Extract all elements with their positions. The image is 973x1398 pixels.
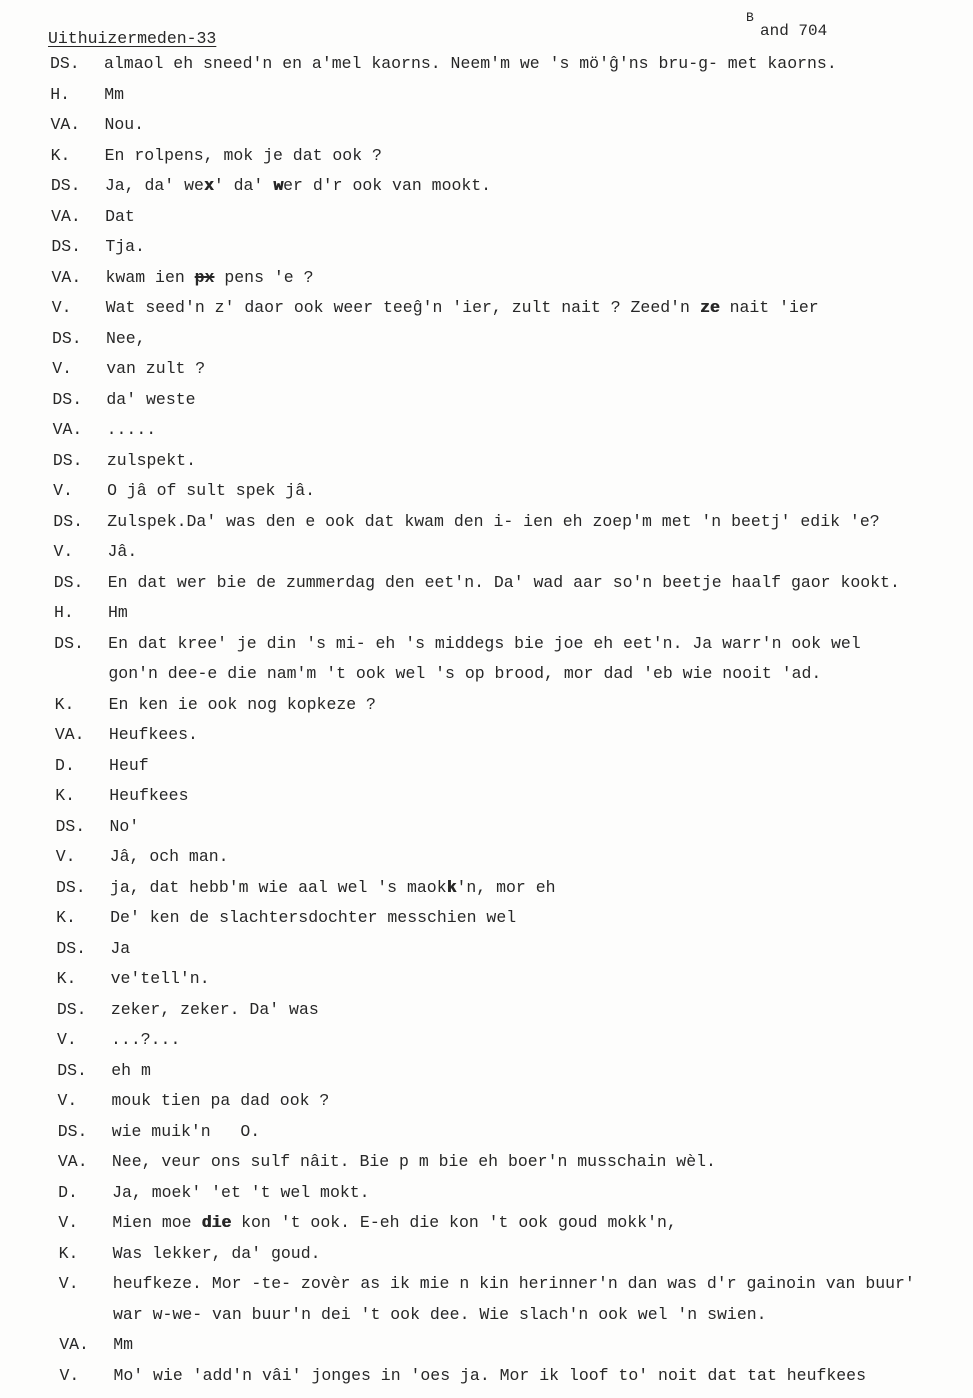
- speaker-label: H.: [50, 84, 71, 104]
- text-segment: Ja, da' we: [104, 176, 204, 195]
- transcript-line: [6, 842, 946, 873]
- speaker-label: DS.: [54, 633, 84, 653]
- speaker-label: V.: [52, 359, 72, 378]
- utterance-text: zeker, zeker. Da' was: [110, 999, 319, 1019]
- speaker-label: DS.: [52, 389, 83, 409]
- transcript-line: [2, 263, 942, 294]
- speaker-label: DS.: [57, 1060, 87, 1080]
- speaker-label: DS.: [50, 176, 81, 195]
- transcript-line-continuation: [9, 1300, 949, 1331]
- page-title: Uithuizermeden-33: [48, 29, 217, 48]
- speaker-label: V.: [55, 847, 76, 866]
- speaker-label: K.: [56, 969, 77, 988]
- speaker-label: V.: [53, 542, 74, 561]
- speaker-label: DS.: [51, 328, 82, 348]
- transcript-line: [9, 1269, 949, 1300]
- utterance-text: Ja, moek' 'et 't wel mokt.: [112, 1182, 370, 1202]
- utterance-text: Ja: [110, 938, 131, 958]
- utterance-text: Mo' wie 'add'n vâi' jonges in 'oes ja. Mor ik loof to' noit dat tat heufkees: [113, 1365, 866, 1385]
- transcript-line: [1, 202, 941, 233]
- overtyped-text: die: [201, 1213, 232, 1232]
- overtyped-text: ze: [699, 298, 720, 317]
- utterance-text: mouk tien pa dad ook ?: [111, 1091, 330, 1110]
- transcript-line: [4, 598, 944, 629]
- transcript-line: [1, 232, 941, 263]
- transcript-line: [7, 995, 947, 1026]
- text-segment: kwam ien: [105, 267, 195, 287]
- speaker-label: V.: [59, 1365, 80, 1385]
- transcript-line: [2, 324, 942, 355]
- utterance-text: O jâ of sult spek jâ.: [107, 481, 316, 500]
- transcript-line: [1, 171, 941, 202]
- transcript-line: [9, 1330, 949, 1361]
- transcript-line: [0, 110, 940, 141]
- utterance-text: Mm: [104, 84, 125, 104]
- speaker-label: DS.: [55, 816, 86, 836]
- text-segment: Wat seed'n z' daor ook weer teeĝ'n 'ier, zult nait ? Zeed'n: [105, 298, 700, 317]
- utterance-text: [112, 1208, 676, 1239]
- speaker-label: DS.: [50, 54, 80, 73]
- speaker-label: VA.: [50, 115, 81, 134]
- speaker-label: DS.: [56, 999, 87, 1019]
- speaker-label: VA.: [52, 420, 83, 439]
- utterance-text: Hm: [107, 603, 128, 622]
- transcript-line: [7, 1086, 947, 1117]
- transcript-line: [2, 385, 942, 416]
- speaker-label: DS.: [53, 511, 84, 531]
- utterance-text: van zult ?: [106, 359, 206, 378]
- speaker-label: VA.: [59, 1335, 89, 1354]
- transcript-line: [5, 751, 945, 782]
- speaker-label: DS.: [57, 1121, 88, 1141]
- speaker-label: VA.: [51, 206, 81, 226]
- transcript-line: [7, 964, 947, 995]
- utterance-text: da' weste: [106, 389, 196, 409]
- utterance-text: Heufkees: [109, 786, 189, 805]
- utterance-text: Jâ.: [107, 542, 138, 561]
- speaker-label: D.: [55, 755, 75, 775]
- utterance-text: Nee,: [105, 328, 146, 348]
- transcript-line: [5, 720, 945, 751]
- struck-out-text: px: [194, 267, 215, 287]
- utterance-text: Was lekker, da' goud.: [112, 1243, 321, 1263]
- band-number-initial: B: [746, 10, 754, 25]
- speaker-label: V.: [58, 1274, 79, 1293]
- speaker-label: V.: [58, 1213, 79, 1232]
- speaker-label: K.: [54, 694, 75, 714]
- utterance-text: En ken ie ook nog kopkeze ?: [108, 694, 376, 714]
- utterance-text: Tja.: [105, 237, 145, 256]
- utterance-text: war w-we- van buur'n dei 't ook dee. Wie slach'n ook wel 'n swien.: [113, 1304, 767, 1324]
- transcript-line: [2, 293, 942, 324]
- utterance-text: Dat: [105, 206, 135, 226]
- utterance-text: zulspekt.: [106, 450, 196, 470]
- speaker-label: V.: [57, 1091, 78, 1110]
- transcript-line: [8, 1117, 948, 1148]
- transcript-line: [6, 934, 946, 965]
- text-segment: nait 'ier: [719, 298, 819, 317]
- speaker-label: VA.: [54, 725, 85, 744]
- utterance-text: heufkeze. Mor -te- zovèr as ik mie n kin herinner'n dan was d'r gainoin van buur': [112, 1274, 915, 1293]
- speaker-label: VA.: [57, 1152, 88, 1171]
- speaker-label: V.: [53, 481, 73, 500]
- transcript-line: [5, 690, 945, 721]
- speaker-label: K.: [58, 1243, 79, 1263]
- speaker-label: V.: [51, 298, 72, 317]
- transcript-line: [8, 1208, 948, 1239]
- transcript-line-continuation: [4, 659, 944, 690]
- speaker-label: VA.: [51, 267, 82, 287]
- speaker-label: K.: [50, 145, 71, 165]
- transcript-body: [0, 49, 973, 1394]
- text-segment: ' da': [213, 176, 274, 195]
- speaker-label: DS.: [51, 237, 82, 256]
- transcript-line: [9, 1361, 949, 1392]
- utterance-text: ve'tell'n.: [110, 969, 210, 988]
- speaker-label: V.: [57, 1030, 77, 1049]
- transcript-line: [9, 1239, 949, 1270]
- overtyped-text: w: [273, 176, 284, 195]
- transcript-line: [6, 903, 946, 934]
- text-segment: 'n, mor eh: [456, 877, 556, 897]
- band-number: [746, 10, 866, 46]
- utterance-text: [110, 873, 556, 904]
- transcript-line: [0, 80, 940, 111]
- transcript-line: [3, 476, 943, 507]
- utterance-text: Jâ, och man.: [109, 847, 229, 866]
- utterance-text: [106, 263, 314, 294]
- transcript-line: [7, 1025, 947, 1056]
- speaker-label: H.: [53, 603, 74, 622]
- transcript-line: [8, 1178, 948, 1209]
- transcript-line: [3, 507, 943, 538]
- text-segment: ja, dat hebb'm wie aal wel 's maok: [109, 877, 447, 897]
- text-segment: pens 'e ?: [214, 267, 314, 287]
- utterance-text: almaol eh sneed'n en a'mel kaorns. Neem'm we 's mö'ĝ'ns bru-g- met kaorns.: [104, 54, 837, 73]
- overtyped-text: x: [203, 176, 214, 195]
- speaker-label: K.: [55, 786, 76, 805]
- text-segment: Mien moe: [112, 1213, 202, 1232]
- transcript-line: [3, 446, 943, 477]
- speaker-label: DS.: [56, 938, 87, 958]
- utterance-text: En dat kree' je din 's mi- eh 's middegs bie joe eh eet'n. Ja warr'n ook wel: [108, 633, 861, 653]
- utterance-text: ...?...: [111, 1030, 181, 1049]
- transcript-line: [6, 873, 946, 904]
- utterance-text: Nou.: [104, 115, 145, 134]
- utterance-text: wie muik'n O.: [111, 1121, 261, 1141]
- text-segment: kon 't ook. E-eh die kon 't ook goud mokk'n,: [231, 1213, 677, 1232]
- utterance-text: Zulspek.Da' was den e ook dat kwam den i- ien eh zoep'm met 'n beetj' edik 'e?: [107, 511, 880, 531]
- speaker-label: DS.: [55, 877, 86, 897]
- utterance-text: [105, 171, 491, 202]
- transcript-line: [4, 537, 944, 568]
- speaker-label: K.: [56, 908, 76, 927]
- utterance-text: Nee, veur ons sulf nâit. Bie p m bie eh boer'n musschain wèl.: [111, 1152, 716, 1171]
- utterance-text: De' ken de slachtersdochter messchien wel: [110, 908, 517, 927]
- text-segment: er d'r ook van mookt.: [283, 176, 492, 195]
- transcript-line: [5, 781, 945, 812]
- transcript-line: [8, 1147, 948, 1178]
- transcript-line: [1, 141, 941, 172]
- utterance-text: No': [109, 816, 140, 836]
- transcript-line: [7, 1056, 947, 1087]
- utterance-text: eh m: [111, 1060, 151, 1080]
- speaker-label: DS.: [52, 450, 83, 470]
- transcript-line: [4, 568, 944, 599]
- utterance-text: Mm: [113, 1335, 134, 1354]
- utterance-text: En dat wer bie de zummerdag den eet'n. Da' wad aar so'n beetje haalf gaor kookt.: [107, 572, 900, 592]
- speaker-label: D.: [58, 1182, 78, 1202]
- transcript-line: [3, 415, 943, 446]
- transcript-line: [6, 812, 946, 843]
- transcript-line: [4, 629, 944, 660]
- utterance-text: .....: [106, 420, 157, 439]
- band-number-rest: and 704: [760, 22, 828, 40]
- utterance-text: Heuf: [109, 755, 149, 775]
- utterance-text: [106, 293, 819, 324]
- utterance-text: En rolpens, mok je dat ook ?: [104, 145, 382, 165]
- transcript-line: [2, 354, 942, 385]
- utterance-text: gon'n dee-e die nam'm 't ook wel 's op brood, mor dad 'eb wie nooit 'ad.: [108, 664, 822, 683]
- overtyped-text: k: [446, 877, 457, 897]
- speaker-label: DS.: [53, 572, 84, 592]
- transcript-line: [0, 49, 940, 80]
- utterance-text: Heufkees.: [108, 725, 198, 744]
